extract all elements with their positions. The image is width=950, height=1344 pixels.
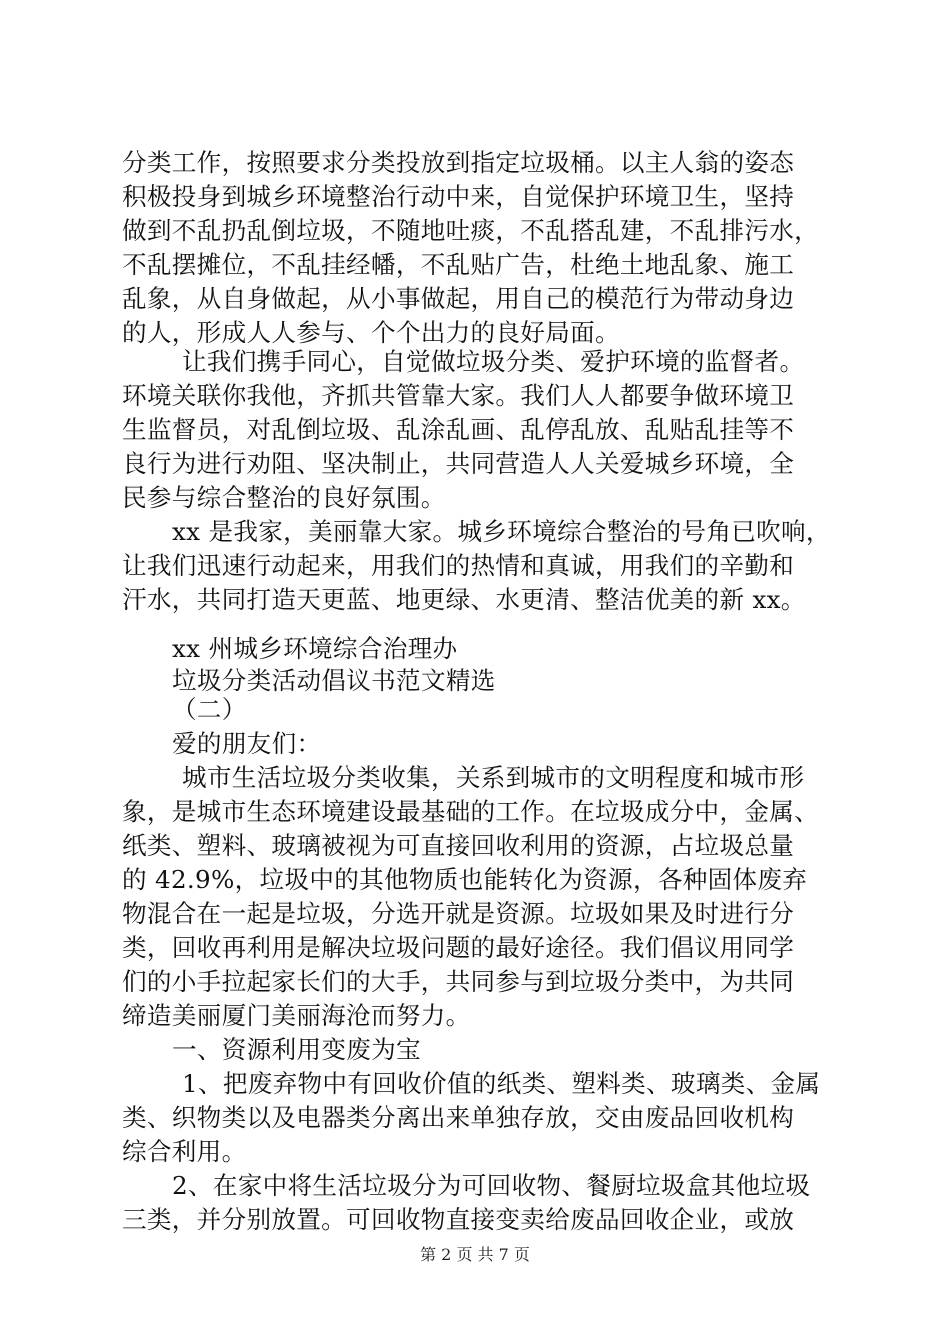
text-line: 良行为进行劝阻、坚决制止，共同营造人人关爱城乡环境，全 [122, 449, 795, 478]
text-line: 三类，并分别放置。可回收物直接变卖给废品回收企业，或放 [122, 1205, 795, 1234]
text-line: 物混合在一起是垃圾，分选开就是资源。垃圾如果及时进行分 [122, 899, 795, 928]
text-line: 环境关联你我他，齐抓共管靠大家。我们人人都要争做环境卫 [122, 381, 795, 410]
text-line: 象，是城市生态环境建设最基础的工作。在垃圾成分中，金属、 [122, 797, 820, 826]
text-line: 爱的朋友们： [172, 729, 322, 758]
text-line: 积极投身到城乡环境整治行动中来，自觉保护环境卫生，坚持 [122, 182, 795, 211]
text-line: 一、资源利用变废为宝 [172, 1035, 421, 1064]
text-line: 的人，形成人人参与、个个出力的良好局面。 [122, 318, 620, 347]
text-line: 生监督员，对乱倒垃圾、乱涂乱画、乱停乱放、乱贴乱挂等不 [122, 415, 795, 444]
text-line: 分类工作，按照要求分类投放到指定垃圾桶。以主人翁的姿态 [122, 148, 795, 177]
text-line: 乱象，从自身做起，从小事做起，用自己的模范行为带动身边 [122, 284, 795, 313]
text-line: 纸类、塑料、玻璃被视为可直接回收利用的资源，占垃圾总量 [122, 831, 795, 860]
text-line: 让我们携手同心，自觉做垃圾分类、爱护环境的监督者。 [182, 347, 805, 376]
text-line: xx 州城乡环境综合治理办 [172, 634, 458, 663]
text-line: 城市生活垃圾分类收集，关系到城市的文明程度和城市形 [182, 763, 805, 792]
text-line: 垃圾分类活动倡议书范文精选 [172, 666, 496, 695]
text-line: 民参与综合整治的良好氛围。 [122, 483, 446, 512]
text-line: 缔造美丽厦门美丽海沧而努力。 [122, 1001, 471, 1030]
text-line: 综合利用。 [122, 1137, 247, 1166]
text-line: 不乱摆摊位，不乱挂经幡，不乱贴广告，杜绝土地乱象、施工 [122, 250, 795, 279]
text-line: 类，回收再利用是解决垃圾问题的最好途径。我们倡议用同学 [122, 933, 795, 962]
text-line: 2、在家中将生活垃圾分为可回收物、餐厨垃圾盒其他垃圾 [172, 1171, 811, 1200]
text-line: 做到不乱扔乱倒垃圾，不随地吐痰，不乱搭乱建，不乱排污水， [122, 216, 820, 245]
text-line: 汗水，共同打造天更蓝、地更绿、水更清、整洁优美的新 xx。 [122, 585, 806, 614]
text-line: 让我们迅速行动起来，用我们的热情和真诚，用我们的辛勤和 [122, 551, 795, 580]
text-line: （二） [172, 695, 247, 724]
text-line: 的 42.9%，垃圾中的其他物质也能转化为资源，各种固体废弃 [122, 865, 808, 894]
text-line: 类、织物类以及电器类分离出来单独存放，交由废品回收机构 [122, 1103, 795, 1132]
text-line: 们的小手拉起家长们的大手，共同参与到垃圾分类中，为共同 [122, 967, 795, 996]
page-footer: 第 2 页 共 7 页 [420, 1245, 530, 1264]
text-line: 1、把废弃物中有回收价值的纸类、塑料类、玻璃类、金属 [182, 1069, 821, 1098]
text-line: xx 是我家，美丽靠大家。城乡环境综合整治的号角已吹响， [172, 517, 831, 546]
